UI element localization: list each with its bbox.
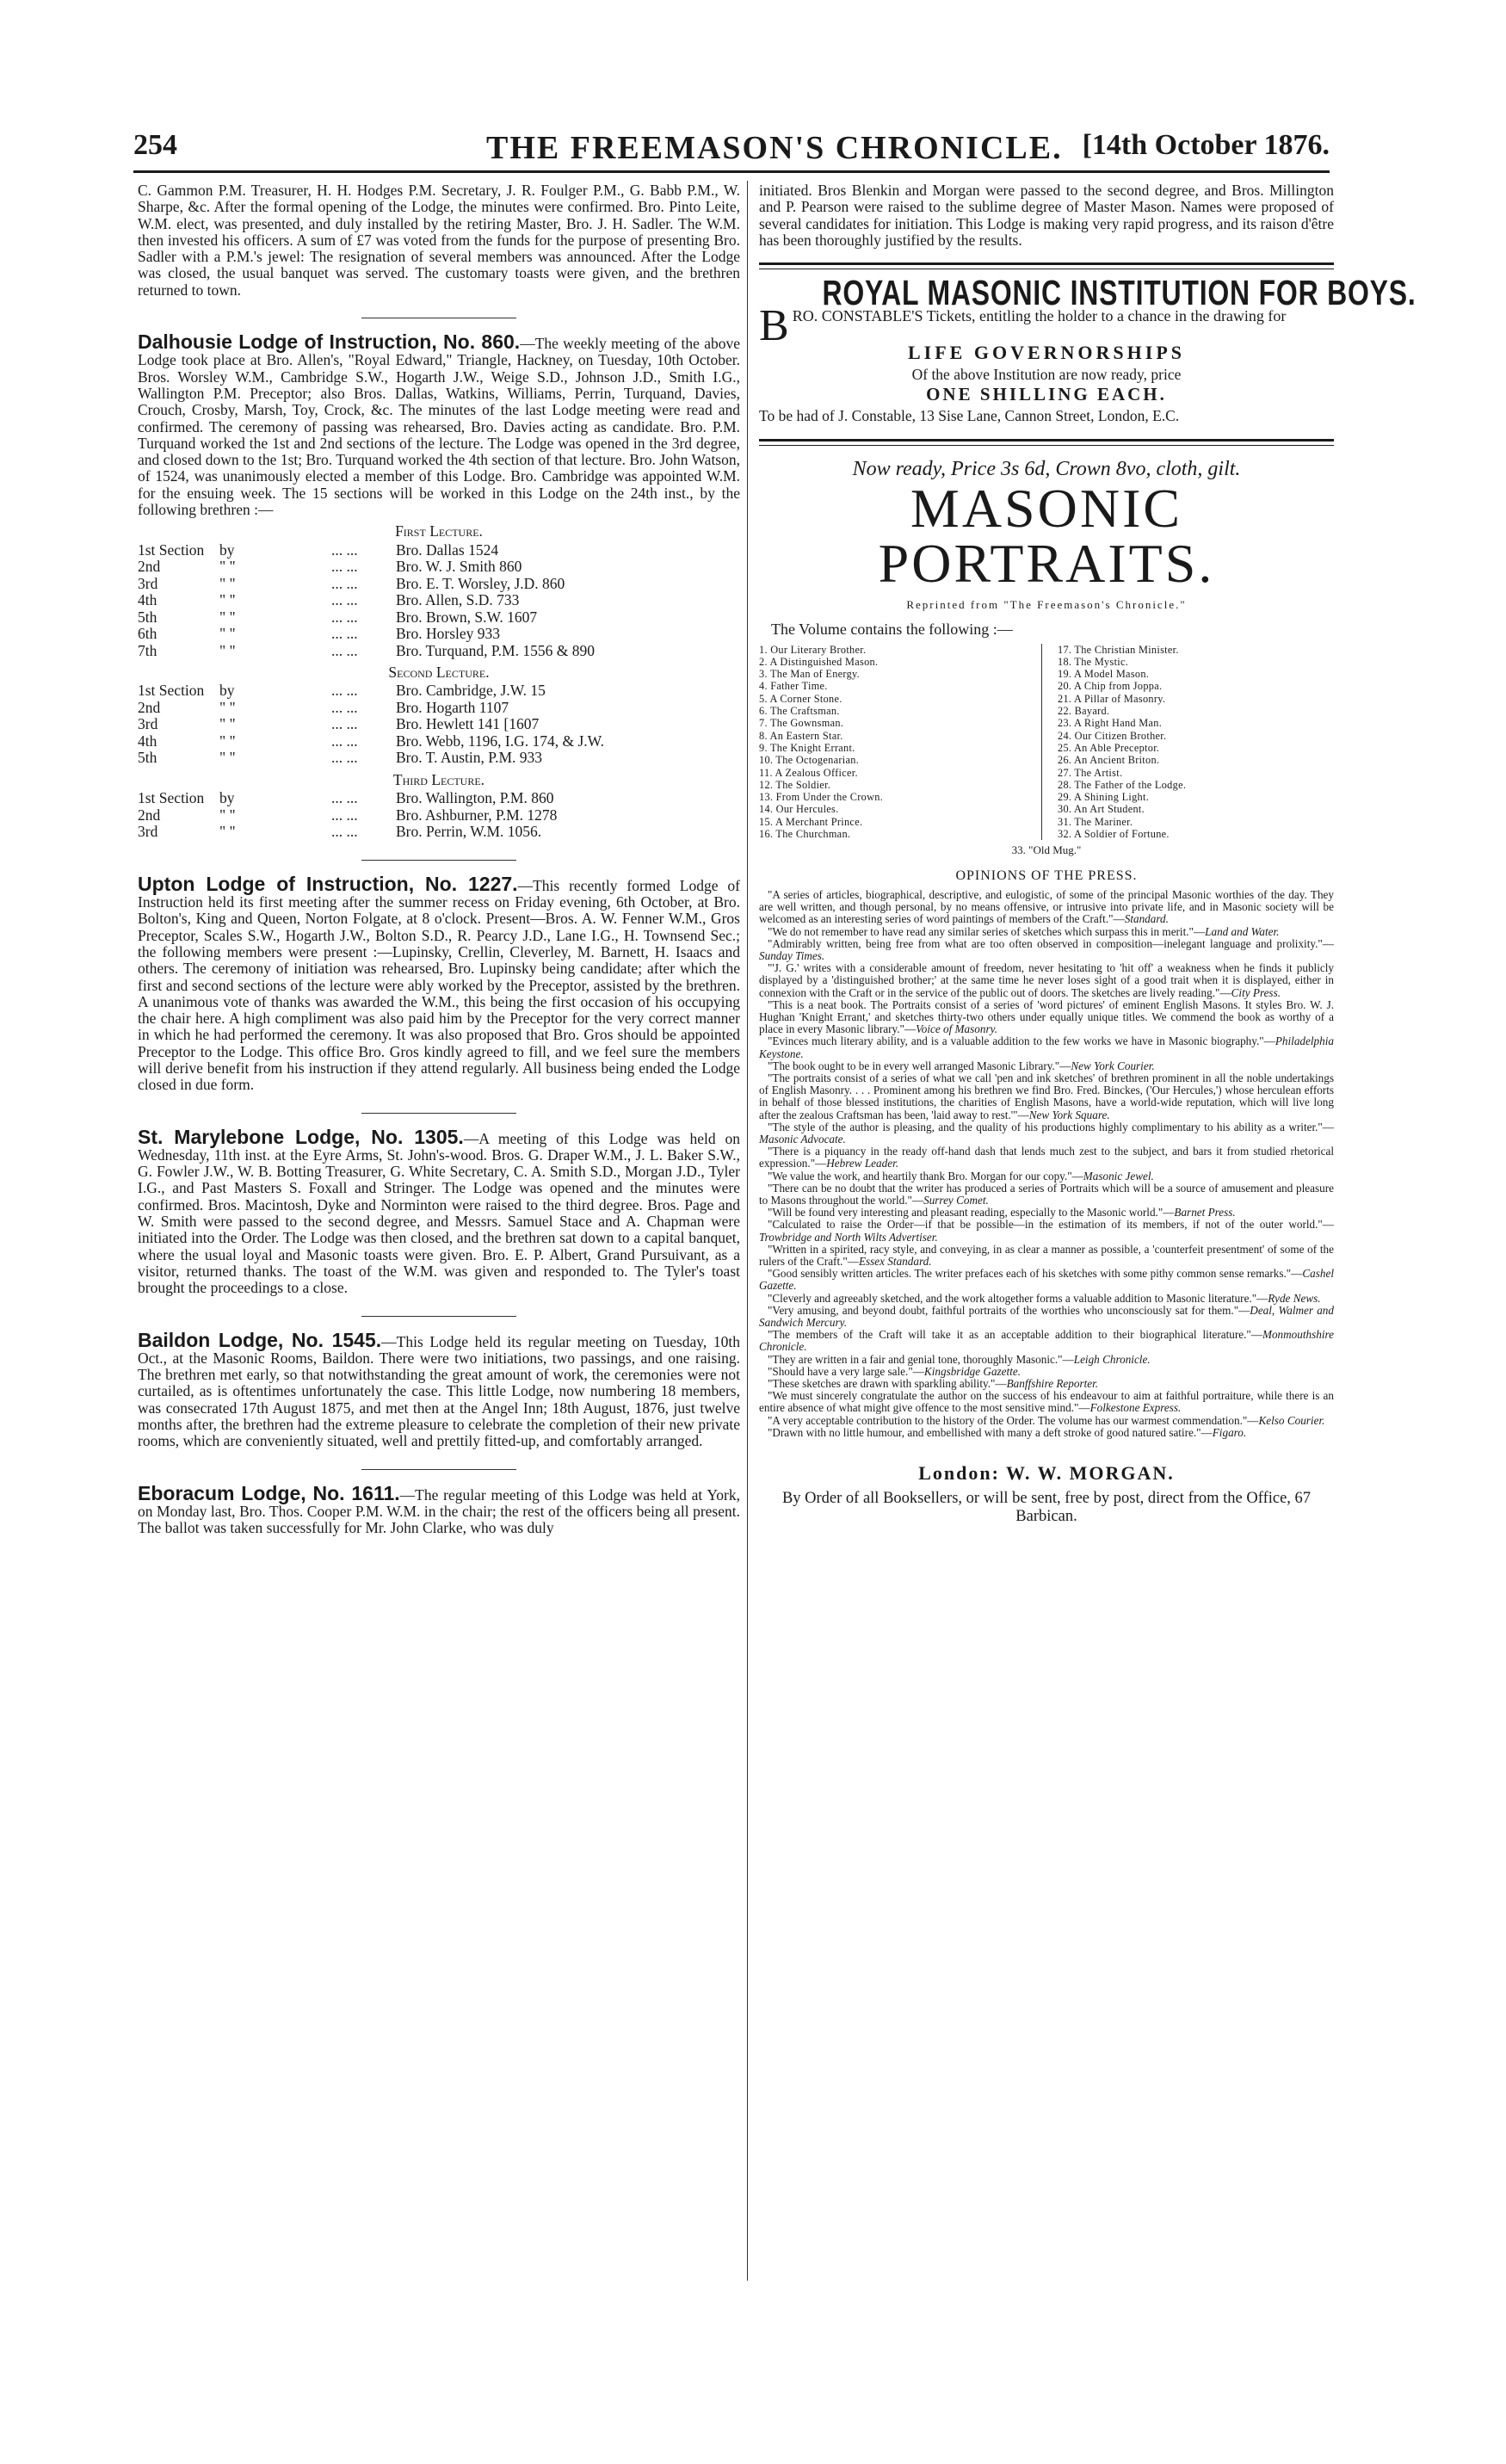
opinion-quote: "These sketches are drawn with sparkling ability."— [768, 1377, 1007, 1391]
press-opinion [759, 1183, 1334, 1207]
rmi-advert-title: ROYAL MASONIC INSTITUTION FOR BOYS. [822, 273, 1417, 313]
lecture-row [138, 682, 740, 700]
press-opinion [759, 1329, 1334, 1353]
lecture-bro: Bro. Hogarth 1107 [396, 698, 509, 716]
lecture-by: " " [219, 806, 236, 824]
opinion-source: City Press. [1231, 985, 1281, 999]
lecture-dots: ... ... [331, 625, 358, 643]
dalhousie-lodge-report [138, 330, 740, 519]
section-separator [361, 1113, 516, 1114]
left-column [138, 182, 740, 1537]
lecture-by: " " [219, 558, 236, 576]
contents-item: 3. The Man of Energy. [759, 668, 861, 681]
contents-item: 31. The Mariner. [1058, 815, 1133, 828]
opinion-quote: "The book ought to be in every well arranged Masonic Library."— [768, 1059, 1071, 1072]
lecture-row [138, 790, 740, 807]
opinion-source: Sunday Times. [759, 948, 825, 962]
opinion-quote: "We value the work, and heartily thank Bro. Morgan for our copy."— [768, 1169, 1083, 1183]
opinion-quote: "Good sensibly written articles. The writer prefaces each of his sketches with some pithy common sense remarks."— [768, 1267, 1303, 1281]
lecture-dots: ... ... [331, 698, 358, 716]
lecture-bro: Bro. Ashburner, P.M. 1278 [396, 806, 558, 824]
lecture-bro: Bro. W. J. Smith 860 [396, 558, 522, 576]
portraits-contents-list [759, 644, 1334, 841]
lecture-sec: 5th [138, 608, 157, 626]
contents-item: 32. A Soldier of Fortune. [1058, 828, 1170, 841]
press-opinion [759, 1170, 1334, 1183]
lecture-row [138, 750, 740, 767]
opinion-source: New York Courier. [1071, 1059, 1155, 1072]
lecture-bro: Bro. Turquand, P.M. 1556 & 890 [396, 641, 595, 659]
advert-rule [759, 439, 1334, 442]
masthead-title: THE FREEMASON'S CHRONICLE. [486, 130, 1063, 166]
drop-cap: B [759, 301, 789, 351]
reprinted-from-note: Reprinted from "The Freemason's Chronicle." [906, 597, 1187, 611]
lecture-row [138, 592, 740, 609]
opinion-quote: "The members of the Craft will take it as an acceptable addition to their biographical literature."— [768, 1328, 1262, 1342]
lecture-row [138, 643, 740, 660]
marylebone-lodge-report [138, 1125, 740, 1297]
opinion-source: Kelso Courier. [1258, 1413, 1325, 1427]
contents-item: 16. The Churchman. [759, 828, 851, 841]
contents-item: 19. A Model Mason. [1058, 668, 1150, 681]
lecture-by: " " [219, 608, 236, 626]
section-separator [361, 1469, 516, 1470]
opinion-quote: "The portraits consist of a series of what we call 'pen and ink sketches' of brethren prominent in all the noble undertakings of English Masonry. . . . Prominent among his brethren we find Bro. Fred. Binckes, ('Our Hercules,') whose herculean efforts in behalf of those blessed institutions, the charities of English Masons, have a world-wide reputation, which will live long after the zealous Craftsman has been, 'laid away to rest.'"— [759, 1071, 1334, 1121]
eboracum-continued-paragraph: initiated. Bros Blenkin and Morgan were passed to the second degree, and Bros. Millington and P. Pearson were raised to the sublime degree of Master Mason. Names were proposed of several candidates for initiation. This Lodge is making very rapid progress, and its raison d'être has been thoroughly justified by the results. [759, 182, 1334, 249]
opinion-source: Folkestone Express. [1089, 1401, 1182, 1415]
contents-item: 23. A Right Hand Man. [1058, 717, 1163, 730]
lecture-bro: Bro. Perrin, W.M. 1056. [396, 823, 542, 841]
opinion-quote: "We do not remember to have read any similar series of sketches which surpass this in merit."— [768, 924, 1206, 938]
lecture-by: " " [219, 641, 236, 659]
lecture-by: " " [219, 625, 236, 643]
page-number: 254 [133, 129, 177, 161]
contents-item: 8. An Eastern Star. [759, 729, 843, 742]
lecture-dots: ... ... [331, 608, 358, 626]
contents-item: 28. The Father of the Lodge. [1058, 778, 1187, 791]
press-opinion [759, 1035, 1334, 1059]
lecture-sec: 4th [138, 591, 157, 609]
opinion-quote: "Should have a very large sale."— [768, 1364, 924, 1378]
rmi-availability: Of the above Institution are now ready, price [911, 365, 1182, 383]
lecture-bro: Bro. Wallington, P.M. 860 [396, 789, 554, 807]
opinion-source: Trowbridge and North Wilts Advertiser. [759, 1230, 938, 1244]
lecture-sec: 3rd [138, 574, 158, 592]
opinion-quote: "Will be found very interesting and pleasant reading, especially to the Masonic world."— [768, 1206, 1175, 1220]
press-opinion [759, 999, 1334, 1036]
lecture-heading: Second Lecture. [388, 664, 490, 682]
lecture-dots: ... ... [331, 715, 358, 733]
press-opinion [759, 1305, 1334, 1329]
opinion-quote: "They are written in a fair and genial tone, thoroughly Masonic."— [768, 1352, 1074, 1366]
opinion-source: Surrey Comet. [923, 1193, 989, 1207]
opinion-quote: "Cleverly and agreeably sketched, and the work altogether forms a valuable addition to Masonic literature."— [768, 1291, 1268, 1305]
lodge-heading: Dalhousie Lodge of Instruction, No. 860. [138, 330, 521, 354]
column-divider [747, 181, 748, 2281]
press-opinion [759, 1219, 1334, 1243]
page-header [133, 129, 1330, 172]
gammon-continued-paragraph: C. Gammon P.M. Treasurer, H. H. Hodges P.M. Secretary, J. R. Foulger P.M., G. Babb P.M., W. Sharpe, &c. After the formal opening of the Lodge, the minutes were confirmed. Bro. Pinto Leite, W.M. elect, was presented, and duly installed by the retiring Master, Bro. J. H. Sadler. The W.M. then invested his officers. A sum of £7 was voted from the funds for the purpose of presenting Bro. Sadler with a P.M.'s jewel: The resignation of several members was announced. After the Lodge was closed, the usual banquet was served. The customary toasts were given, and the brethren returned to town. [138, 182, 740, 299]
opinion-quote: "Very amusing, and beyond doubt, faithful portraits of the worthies who unconsciously sat for them."— [768, 1303, 1250, 1317]
order-note: By Order of all Booksellers, or will be sent, free by post, direct from the Office, 67 Barbican. [781, 1490, 1312, 1526]
opinion-quote: "Evinces much literary ability, and is a valuable addition to the few works we have in Masonic biography."— [768, 1034, 1275, 1048]
press-opinion [759, 1427, 1334, 1439]
press-opinion [759, 1415, 1334, 1427]
rmi-intro-text: RO. CONSTABLE'S Tickets, entitling the holder to a chance in the drawing for [792, 307, 1287, 325]
contents-item: 15. A Merchant Prince. [759, 815, 863, 828]
lecture-bro: Bro. Horsley 933 [396, 625, 501, 643]
lecture-dots: ... ... [331, 806, 358, 824]
lecture-bro: Bro. T. Austin, P.M. 933 [396, 749, 543, 767]
lecture-row [138, 733, 740, 750]
lecture-schedule [138, 523, 740, 840]
opinion-source: Hebrew Leader. [826, 1157, 899, 1170]
lecture-bro: Bro. Allen, S.D. 733 [396, 591, 520, 609]
lodge-heading: Eboracum Lodge, No. 1611. [138, 1481, 400, 1504]
lecture-row [138, 716, 740, 733]
opinion-source: Cashel Gazette. [759, 1267, 1334, 1293]
press-opinion [759, 1121, 1334, 1146]
opinion-quote: "There can be no doubt that the writer has produced a series of Portraits which will be a source of amusement and pleasure to Masons throughout the world."— [759, 1181, 1334, 1207]
press-opinion [759, 1146, 1334, 1170]
contents-item: 13. From Under the Crown. [759, 791, 884, 804]
lodge-heading: Upton Lodge of Instruction, No. 1227. [138, 872, 518, 895]
opinion-source: Monmouthshire Chronicle. [759, 1328, 1334, 1354]
opinion-quote: "There is a piquancy in the ready off-hand dash that lends much zest to the subject, and bars it from studied rhetorical expression."— [759, 1145, 1334, 1170]
opinion-source: Land and Water. [1205, 924, 1280, 938]
contents-item: 14. Our Hercules. [759, 803, 839, 816]
contents-last-item: 33. "Old Mug." [1011, 843, 1082, 857]
opinion-quote: "'J. G.' writes with a considerable amount of freedom, never hesitating to 'hit off' a weakness when he finds it publicly displayed by a 'distinguished brother;' at the same time he never loses sight of a good trait when it is displayed, either in connexion with the Craft or in the service of the public out of doors. The sketches are lively reading."— [759, 961, 1334, 999]
lecture-dots: ... ... [331, 574, 358, 592]
lecture-sec: 2nd [138, 558, 161, 576]
lecture-sec: 3rd [138, 823, 158, 841]
opinion-quote: "A series of articles, biographical, descriptive, and eulogistic, of some of the principal Masonic worthies of the day. They are well written, and though personal, by no means offensive, or intrusive into private life, and in Masonic society will be welcomed as an interesting series of word paintings of members of the Craft."— [759, 887, 1334, 926]
right-column [759, 182, 1417, 1526]
lecture-sec: 3rd [138, 715, 158, 733]
opinion-source: Kingsbridge Gazette. [923, 1364, 1021, 1378]
contents-intro: The Volume contains the following :— [771, 621, 1013, 639]
opinion-quote: "Admirably written, being free from what are too often observed in composition—inelegant language and prolixity."— [768, 936, 1334, 950]
opinion-source: Standard. [1124, 912, 1169, 926]
lecture-sec: 1st Section [138, 789, 205, 807]
opinion-source: Voice of Masonry. [916, 1022, 998, 1036]
press-opinion [759, 1268, 1334, 1292]
lecture-dots: ... ... [331, 682, 358, 700]
opinion-quote: "Written in a spirited, racy style, and conveying, in as clear a manner as possible, a 'counterfeit presentment' of some of the rulers of the Craft."— [759, 1242, 1334, 1268]
press-opinion [759, 1390, 1334, 1414]
life-governorships-heading: LIFE GOVERNORSHIPS [908, 342, 1185, 364]
lecture-dots: ... ... [331, 591, 358, 609]
lecture-sec: 1st Section [138, 682, 205, 700]
press-opinion [759, 962, 1334, 999]
opinion-quote: "A very acceptable contribution to the history of the Order. The volume has our warmest commendation."— [768, 1413, 1259, 1427]
lecture-row [138, 542, 740, 559]
opinion-quote: "We must sincerely congratulate the author on the success of his endeavour to aim at faithful portraiture, while there is an entire absence of what might give offence to the most sensitive mind."— [759, 1389, 1334, 1415]
contents-column-left [759, 644, 1042, 841]
lecture-sec: 6th [138, 625, 157, 643]
opinion-source: Ryde News. [1268, 1291, 1321, 1305]
lodge-heading: St. Marylebone Lodge, No. 1305. [138, 1125, 464, 1148]
section-separator [361, 860, 516, 861]
contents-item: 29. A Shining Light. [1058, 791, 1150, 804]
contents-item: 27. The Artist. [1058, 766, 1123, 779]
lecture-dots: ... ... [331, 558, 358, 576]
lecture-by: by [219, 789, 235, 807]
lodge-report-text: —This recently formed Lodge of Instruction held its first meeting after the summer recess on Friday evening, 6th October, at Bro. Bolton's, King and Queen, Norton Folgate, at 8 o'clock. Present—Bros. A. W. Fenner W.M., Gros Preceptor, Scales S.W., Hogarth J.W., Bolton S.D., R. Pearcy J.D., Lane I.G., H. Townsend Sec.; the following members were present :—Lupinsky, Crellin, Cleverley, M. Barnett, H. Isaacs and others. The ceremony of initiation was rehearsed, Bro. Lupinsky being candidate; after which the first and second sections of the lecture were ably worked by the Preceptor, assisted by the brethren. A unanimous vote of thanks was awarded the W.M., this being the first occasion of his occupying the chair here. A high compliment was also paid him by the Preceptor for the very correct manner in which he had performed the ceremony. It was also proposed that Bro. Gros should be appointed Preceptor to the Lodge. This office Bro. Gros kindly agreed to fill, and we feel sure the members will derive benefit from his instruction if they attend regularly. All business being ended the Lodge closed in due form. [138, 876, 741, 1094]
lecture-sec: 7th [138, 641, 157, 659]
contents-item: 20. A Chip from Joppa. [1058, 680, 1163, 693]
lecture-sec: 1st Section [138, 540, 205, 559]
contents-item: 6. The Craftsman. [759, 705, 840, 718]
lecture-bro: Bro. Dallas 1524 [396, 540, 499, 559]
lecture-dots: ... ... [331, 732, 358, 750]
lodge-report-text: —A meeting of this Lodge was held on Wednesday, 11th inst. at the Eyre Arms, St. John's-wood. Bros. G. Draper W.M., J. L. Baker S.W., G. Fowler J.W., W. B. Botting Treasurer, G. White Secretary, C. A. Smith S.D., Morgan J.D., Tyler I.G., and Past Masters S. Foxall and Stringer. The Lodge was opened and the minutes were confirmed. Bros. Macintosh, Dyke and Norminton were raised to the third degree. Bros. Page and W. Smith were passed to the second degree, and Messrs. Samuel Stace and A. Chapman were initiated into the Order. The Lodge was then closed, and the brethren sat down to a capital banquet, where the usual loyal and Masonic toasts were given. Bro. E. P. Albert, Grand Pursuivant, as a visitor, returned thanks. The toast of the W.M. was given and responded to. The Tyler's toast brought the proceedings to a close. [138, 1129, 740, 1297]
press-opinion [759, 1060, 1334, 1072]
upton-lodge-report [138, 872, 741, 1094]
opinion-quote: "Calculated to raise the Order—if that be possible—in the estimation of its members, if not of the outer world."— [768, 1218, 1334, 1232]
opinion-source: Barnet Press. [1174, 1206, 1236, 1220]
lodge-heading: Baildon Lodge, No. 1545. [138, 1328, 382, 1351]
lecture-sec: 4th [138, 732, 157, 750]
lecture-dots: ... ... [331, 749, 358, 767]
contents-item: 12. The Soldier. [759, 778, 831, 791]
lecture-bro: Bro. E. T. Worsley, J.D. 860 [396, 574, 565, 592]
section-separator [361, 1316, 516, 1317]
opinions-heading: OPINIONS OF THE PRESS. [955, 868, 1138, 883]
portraits-price-line: Now ready, Price 3s 6d, Crown 8vo, cloth, gilt. [852, 457, 1241, 480]
contents-item: 4. Father Time. [759, 680, 828, 693]
opinion-quote: "This is a neat book. The Portraits consist of a series of 'word pictures' of eminent English Masons. It styles Bro. W. J. Hughan 'Knight Errant,' and sketches thirty-two others under equally unique titles. We commend the book as worthy of a place in every Masonic library."— [759, 997, 1334, 1036]
lecture-row [138, 576, 740, 593]
advert-rule-thin [759, 445, 1334, 446]
press-opinion [759, 1072, 1334, 1121]
lecture-heading: First Lecture. [395, 522, 483, 540]
press-opinion [759, 889, 1334, 926]
opinion-source: Essex Standard. [858, 1255, 932, 1268]
header-rule [133, 170, 1330, 173]
lecture-by: " " [219, 698, 236, 716]
lecture-heading: Third Lecture. [392, 770, 485, 788]
lodge-report-text: —This Lodge held its regular meeting on Tuesday, 10th Oct., at the Masonic Rooms, Baildon. There were two initiations, two passings, and one raising. The brethren met early, so that notwithstanding the great amount of work, the ceremonies were not curtailed, as is oftentimes unfortunately the case. This little Lodge, now numbering 18 members, was consecrated 17th August 1875, and met then at the Angel Inn; 18th August, 1876, just twelve months after, the brethren had the extreme pleasure to celebrate the completion of their new private rooms, which are conveniently situated, well and prettily fitted-up, and comfortably arranged. [138, 1332, 740, 1450]
opinion-source: Banffshire Reporter. [1006, 1377, 1099, 1391]
advert-rule [759, 262, 1334, 265]
issue-date: [14th October 1876. [1082, 129, 1330, 161]
contents-item: 22. Bayard. [1058, 705, 1110, 718]
opinion-source: Masonic Advocate. [759, 1132, 846, 1146]
opinion-quote: "The style of the author is pleasing, and the quality of his productions highly complimentary to his ability as a writer."— [768, 1120, 1334, 1133]
publisher-line: London: W. W. MORGAN. [918, 1462, 1175, 1485]
contents-item: 1. Our Literary Brother. [759, 643, 867, 656]
opinion-source: Leigh Chronicle. [1073, 1352, 1151, 1366]
lecture-sec: 2nd [138, 806, 161, 824]
lecture-dots: ... ... [331, 540, 358, 559]
contents-item: 24. Our Citizen Brother. [1058, 729, 1167, 742]
lecture-dots: ... ... [331, 789, 358, 807]
lodge-report-text: —The weekly meeting of the above Lodge took place at Bro. Allen's, "Royal Edward," Triangle, Hackney, on Tuesday, 10th October. Bros. Worsley W.M., Cambridge S.W., Hogarth J.W., Weige S.D., Johnson J.D., Smith I.G., Wallington P.M. Preceptor; also Bros. Dallas, Watkins, Williams, Perrin, Turquand, Davies, Crouch, Crosby, Marsh, Toy, Crock, &c. The minutes of the last Lodge meeting were read and confirmed. The ceremony of passing was rehearsed, Bro. Davies acting as candidate. Bro. P.M. Turquand worked the 1st and 2nd sections of the lecture. The Lodge was opened in the 3rd degree, and closed down to the 1st; Bro. Turquand worked the 4th section of that lecture. Bro. John Watson, of 1524, was unanimously elected a member of this Lodge. Bro. Cambridge was appointed W.M. for the ensuing week. The 15 sections will be worked in this Lodge on the 24th inst., by the following brethren :— [138, 335, 740, 519]
opinion-source: Philadelphia Keystone. [759, 1034, 1334, 1060]
lecture-by: " " [219, 732, 236, 750]
contents-item: 21. A Pillar of Masonry. [1058, 692, 1166, 705]
lecture-sec: 5th [138, 749, 157, 767]
lecture-row [138, 559, 740, 576]
lodge-report-text: —The regular meeting of this Lodge was held at York, on Monday last, Bro. Thos. Cooper P.M. W.M. in the chair; the rest of the officers being all present. The ballot was taken successfully for Mr. John Clarke, who was duly [138, 1485, 740, 1537]
contents-item: 11. A Zealous Officer. [759, 766, 858, 779]
press-opinion [759, 1354, 1334, 1366]
press-opinion [759, 926, 1334, 938]
lecture-bro: Bro. Brown, S.W. 1607 [396, 608, 538, 626]
lecture-row [138, 824, 740, 841]
lecture-row [138, 609, 740, 627]
opinion-source: Figaro. [1212, 1425, 1247, 1439]
opinion-source: Masonic Jewel. [1083, 1169, 1154, 1183]
lecture-by: by [219, 540, 235, 559]
lecture-row [138, 700, 740, 717]
contents-item: 9. The Knight Errant. [759, 741, 855, 754]
rmi-address: To be had of J. Constable, 13 Sise Lane, Cannon Street, London, E.C. [759, 407, 1180, 425]
masonic-portraits-title: MASONIC PORTRAITS. [878, 477, 1215, 594]
contents-item: 7. The Gownsman. [759, 717, 844, 730]
lecture-bro: Bro. Cambridge, J.W. 15 [396, 682, 546, 700]
press-opinion [759, 1207, 1334, 1219]
contents-item: 17. The Christian Minister. [1058, 643, 1179, 656]
lecture-dots: ... ... [331, 823, 358, 841]
lecture-by: by [219, 682, 235, 700]
contents-item: 5. A Corner Stone. [759, 692, 842, 705]
press-opinion [759, 1244, 1334, 1268]
contents-item: 30. An Art Student. [1058, 803, 1145, 816]
contents-item: 2. A Distinguished Mason. [759, 655, 879, 668]
lecture-by: " " [219, 574, 236, 592]
press-opinion [759, 938, 1334, 962]
eboracum-lodge-report [138, 1481, 740, 1537]
lecture-bro: Bro. Hewlett 141 [1607 [396, 715, 540, 733]
opinion-source: Deal, Walmer and Sandwich Mercury. [759, 1303, 1334, 1330]
contents-item: 18. The Mystic. [1058, 655, 1129, 668]
lecture-row [138, 626, 740, 643]
press-opinions-list [759, 889, 1334, 1439]
lecture-by: " " [219, 749, 236, 767]
press-opinion [759, 1293, 1334, 1305]
press-opinion [759, 1366, 1334, 1378]
opinion-quote: "Drawn with no little humour, and embellished with many a deft stroke of good natured satire."— [768, 1425, 1213, 1439]
lecture-sec: 2nd [138, 698, 161, 716]
lecture-row [138, 807, 740, 824]
lecture-dots: ... ... [331, 641, 358, 659]
contents-item: 26. An Ancient Briton. [1058, 754, 1160, 767]
baildon-lodge-report [138, 1328, 740, 1450]
rmi-price: ONE SHILLING EACH. [926, 384, 1167, 405]
contents-column-right [1042, 644, 1334, 841]
lecture-by: " " [219, 591, 236, 609]
lecture-bro: Bro. Webb, 1196, I.G. 174, & J.W. [396, 732, 604, 750]
press-opinion [759, 1378, 1334, 1390]
contents-item: 10. The Octogenarian. [759, 754, 860, 767]
contents-item: 25. An Able Preceptor. [1058, 741, 1160, 754]
lecture-by: " " [219, 715, 236, 733]
lecture-by: " " [219, 823, 236, 841]
opinion-source: New York Square. [1028, 1108, 1110, 1121]
